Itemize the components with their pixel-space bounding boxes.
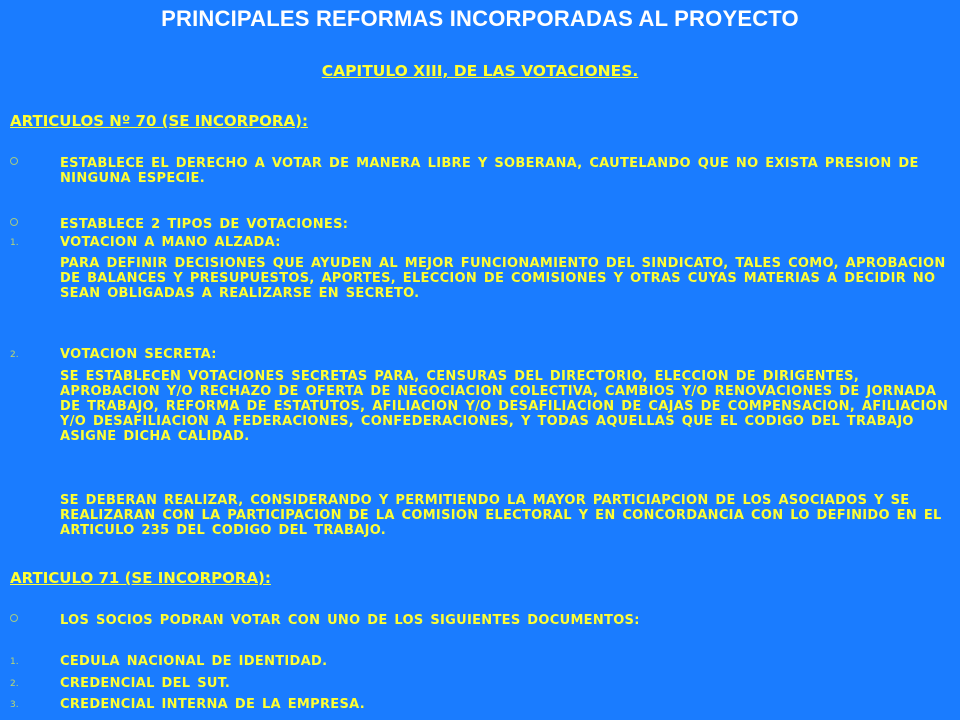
slide-title: PRINCIPALES REFORMAS INCORPORADAS AL PROYECTO bbox=[161, 6, 799, 31]
voting-type-1-description bbox=[10, 256, 950, 301]
voting-type-2-description bbox=[10, 369, 950, 444]
voting-type-2-description-2 bbox=[10, 493, 950, 538]
voting-type-2 bbox=[10, 347, 950, 362]
article-71-heading: ARTICULO 71 (SE INCORPORA): bbox=[10, 569, 271, 587]
list-number: 2. bbox=[10, 679, 19, 689]
voting-type-1 bbox=[10, 235, 950, 250]
circle-bullet-icon bbox=[10, 218, 18, 226]
description-text: SE DEBERAN REALIZAR, CONSIDERANDO Y PERMITIENDO LA MAYOR PARTICIAPCION DE LOS ASOCIADOS Y SE REALIZARAN CON LA PARTICIPACION DE LA COMISION ELECTORAL Y EN CONCORDANCIA CON LO DEFINIDO EN EL ARTICULO 235 DEL CODIGO DEL TRABAJO. bbox=[60, 493, 942, 538]
article-70-heading: ARTICULOS Nº 70 (SE INCORPORA): bbox=[10, 112, 308, 130]
document-item-1 bbox=[10, 654, 950, 669]
circle-bullet-icon bbox=[10, 157, 18, 165]
bullet-text: ESTABLECE 2 TIPOS DE VOTACIONES: bbox=[60, 217, 349, 232]
voting-type-label: VOTACION A MANO ALZADA: bbox=[60, 235, 281, 250]
circle-bullet-icon bbox=[10, 614, 18, 622]
document-label: CREDENCIAL INTERNA DE LA EMPRESA. bbox=[60, 697, 365, 712]
document-label: CEDULA NACIONAL DE IDENTIDAD. bbox=[60, 654, 328, 669]
list-number: 1. bbox=[10, 238, 19, 248]
chapter-subtitle: CAPITULO XIII, DE LAS VOTACIONES. bbox=[321, 62, 639, 80]
document-item-2 bbox=[10, 676, 950, 691]
list-number: 1. bbox=[10, 657, 19, 667]
list-number: 2. bbox=[10, 350, 19, 360]
description-text: PARA DEFINIR DECISIONES QUE AYUDEN AL MEJOR FUNCIONAMIENTO DEL SINDICATO, TALES COMO, APROBACION DE BALANCES Y PRESUPUESTOS, APORTES, ELECCION DE COMISIONES Y OTRAS CUYAS MATERIAS A DECIDIR NO SEAN OBLIGADAS A REALIZARSE EN SECRETO. bbox=[60, 256, 946, 301]
article-71-bullet-1 bbox=[10, 613, 950, 628]
bullet-text: LOS SOCIOS PODRAN VOTAR CON UNO DE LOS SIGUIENTES DOCUMENTOS: bbox=[60, 613, 640, 628]
article-70-bullet-1 bbox=[10, 156, 950, 186]
bullet-text: ESTABLECE EL DERECHO A VOTAR DE MANERA LIBRE Y SOBERANA, CAUTELANDO QUE NO EXISTA PRESION DE NINGUNA ESPECIE. bbox=[60, 156, 919, 186]
voting-type-label: VOTACION SECRETA: bbox=[60, 347, 217, 362]
list-number: 3. bbox=[10, 700, 19, 710]
article-70-bullet-2 bbox=[10, 217, 950, 232]
document-label: CREDENCIAL DEL SUT. bbox=[60, 676, 231, 691]
document-item-3 bbox=[10, 697, 950, 712]
description-text: SE ESTABLECEN VOTACIONES SECRETAS PARA, CENSURAS DEL DIRECTORIO, ELECCION DE DIRIGENTES, APROBACION Y/O RECHAZO DE OFERTA DE NEGOCIACION COLECTIVA, CAMBIOS Y/O RENOVACIONES DE JORNADA DE TRABAJO, REFORMA DE ESTATUTOS, AFILIACION Y/O DESAFILIACION DE CAJAS DE COMPENSACION, AFILIACION Y/O DESAFILIACION A FEDERACIONES, CONFEDERACIONES, Y TODAS AQUELLAS QUE EL CODIGO DEL TRABAJO ASIGNE DICHA CALIDAD. bbox=[60, 369, 949, 444]
